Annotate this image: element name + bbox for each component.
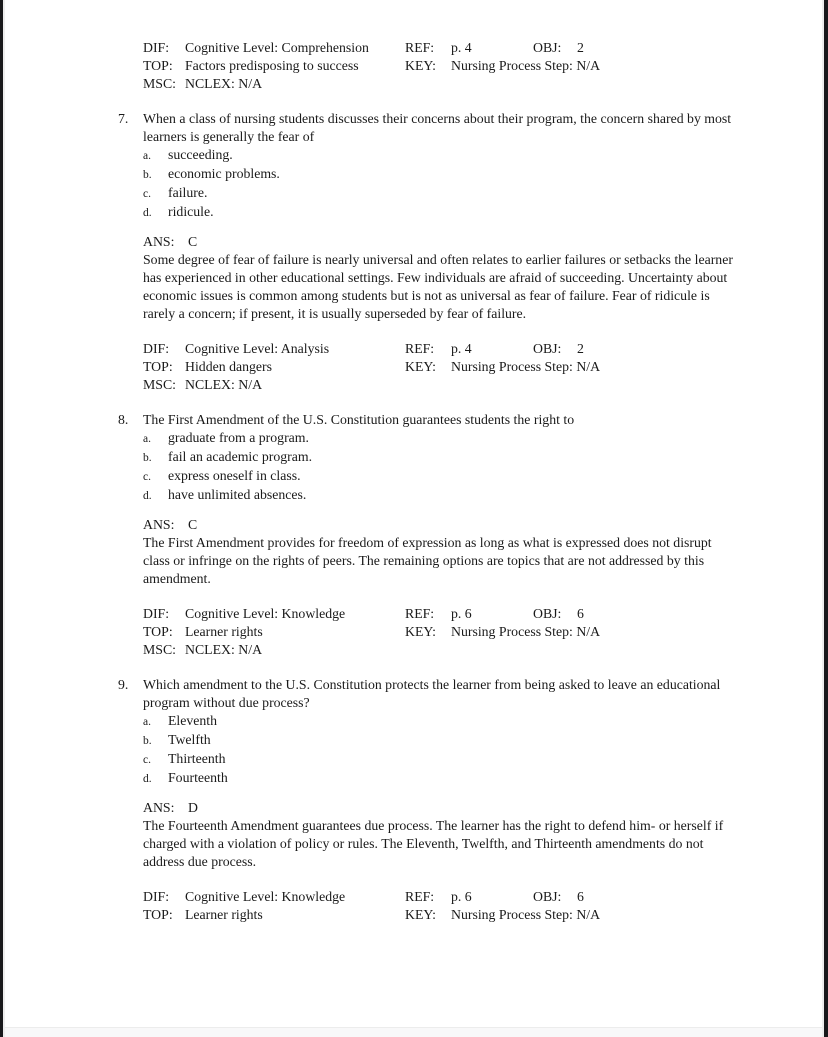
- key-label: KEY:: [405, 58, 436, 73]
- metadata-row: [143, 906, 762, 924]
- obj-label: OBJ:: [533, 889, 562, 904]
- answer-label: ANS:: [143, 800, 175, 815]
- options-list: [143, 429, 762, 505]
- metadata-row: [143, 376, 762, 394]
- ref-value: p. 4: [451, 341, 472, 356]
- msc-value: NCLEX: N/A: [185, 642, 263, 657]
- option-text: succeeding.: [168, 147, 233, 162]
- dif-label: DIF:: [143, 40, 170, 55]
- metadata-row: [143, 57, 762, 75]
- answer-line: [143, 516, 762, 534]
- metadata-row: [143, 605, 762, 623]
- answer-rationale: The First Amendment provides for freedom of expression as long as what is expressed does not disrupt class or infringe on the rights of peers. The remaining options are topics that are not addressed by this amendment.: [143, 535, 712, 586]
- ref-value: p. 6: [451, 889, 472, 904]
- dif-label: DIF:: [143, 889, 170, 904]
- answer-line: [143, 233, 762, 251]
- option-text: failure.: [168, 185, 208, 200]
- ref-label: REF:: [405, 40, 435, 55]
- option-letter: b.: [143, 169, 152, 181]
- ref-value: p. 4: [451, 40, 472, 55]
- question-metadata-block: [143, 888, 762, 924]
- question-stem: [118, 676, 762, 712]
- option-text: economic problems.: [168, 166, 280, 181]
- ref-label: REF:: [405, 341, 435, 356]
- option-letter: a.: [143, 716, 151, 728]
- answer-rationale: The Fourteenth Amendment guarantees due process. The learner has the right to defend him- or herself if charged with a violation of policy or rules. The Eleventh, Twelfth, and Thirteenth amendments do not address due process.: [143, 818, 724, 869]
- obj-value: 6: [577, 889, 584, 904]
- obj-label: OBJ:: [533, 341, 562, 356]
- option-text: Thirteenth: [168, 751, 226, 766]
- dif-value: Cognitive Level: Analysis: [185, 341, 330, 356]
- key-label: KEY:: [405, 624, 436, 639]
- option-b: [143, 731, 762, 750]
- key-value: Nursing Process Step: N/A: [451, 58, 601, 73]
- key-label: KEY:: [405, 907, 436, 922]
- option-b: [143, 448, 762, 467]
- answer-7: [143, 233, 762, 323]
- viewer-right-edge: [822, 0, 828, 1037]
- msc-label: MSC:: [143, 76, 176, 91]
- question-9: [118, 676, 762, 788]
- option-letter: a.: [143, 150, 151, 162]
- dif-label: DIF:: [143, 606, 170, 621]
- answer-8: [143, 516, 762, 588]
- option-a: [143, 712, 762, 731]
- answer-rationale: Some degree of fear of failure is nearly universal and often relates to earlier failures or setbacks the learner has experienced in other educational settings. Few individuals are afraid of succeeding. Uncertainty about economic issues is common among students but is not as universal as fear of failure. Fear of ridicule is rarely a concern; if present, it is usually superseded by fear of failure.: [143, 252, 733, 321]
- option-d: [143, 486, 762, 505]
- option-c: [143, 750, 762, 769]
- answer-letter: C: [188, 517, 198, 532]
- question-8: [118, 411, 762, 505]
- obj-value: 2: [577, 341, 584, 356]
- top-label: TOP:: [143, 359, 173, 374]
- msc-label: MSC:: [143, 642, 176, 657]
- top-value: Learner rights: [185, 907, 263, 922]
- ref-label: REF:: [405, 889, 435, 904]
- options-list: [143, 712, 762, 788]
- question-number: 9.: [118, 677, 129, 692]
- option-text: ridicule.: [168, 204, 214, 219]
- option-c: [143, 184, 762, 203]
- key-value: Nursing Process Step: N/A: [451, 624, 601, 639]
- option-letter: c.: [143, 188, 151, 200]
- key-label: KEY:: [405, 359, 436, 374]
- dif-value: Cognitive Level: Knowledge: [185, 606, 346, 621]
- option-text: fail an academic program.: [168, 449, 313, 464]
- answer-letter: C: [188, 234, 198, 249]
- question-stem: [118, 110, 762, 146]
- metadata-row: [143, 623, 762, 641]
- metadata-row: [143, 39, 762, 57]
- question-stem: [118, 411, 762, 429]
- option-a: [143, 146, 762, 165]
- answer-line: [143, 799, 762, 817]
- option-text: express oneself in class.: [168, 468, 301, 483]
- msc-label: MSC:: [143, 377, 176, 392]
- option-letter: b.: [143, 452, 152, 464]
- option-text: Eleventh: [168, 713, 218, 728]
- top-value: Hidden dangers: [185, 359, 272, 374]
- option-text: have unlimited absences.: [168, 487, 307, 502]
- option-letter: d.: [143, 773, 152, 785]
- dif-value: Cognitive Level: Comprehension: [185, 40, 369, 55]
- question-number: 8.: [118, 412, 129, 427]
- option-c: [143, 467, 762, 486]
- dif-value: Cognitive Level: Knowledge: [185, 889, 346, 904]
- option-letter: d.: [143, 207, 152, 219]
- option-text: Twelfth: [168, 732, 211, 747]
- option-b: [143, 165, 762, 184]
- answer-label: ANS:: [143, 517, 175, 532]
- option-text: Fourteenth: [168, 770, 228, 785]
- option-letter: c.: [143, 754, 151, 766]
- top-label: TOP:: [143, 907, 173, 922]
- option-d: [143, 203, 762, 222]
- viewer-left-edge: [0, 0, 5, 1037]
- answer-letter: D: [188, 800, 198, 815]
- metadata-row: [143, 888, 762, 906]
- metadata-row: [143, 340, 762, 358]
- key-value: Nursing Process Step: N/A: [451, 907, 601, 922]
- top-label: TOP:: [143, 624, 173, 639]
- dif-label: DIF:: [143, 341, 170, 356]
- option-letter: a.: [143, 433, 151, 445]
- answer-9: [143, 799, 762, 871]
- key-value: Nursing Process Step: N/A: [451, 359, 601, 374]
- obj-label: OBJ:: [533, 40, 562, 55]
- msc-value: NCLEX: N/A: [185, 377, 263, 392]
- option-letter: b.: [143, 735, 152, 747]
- top-label: TOP:: [143, 58, 173, 73]
- ref-label: REF:: [405, 606, 435, 621]
- question-text: When a class of nursing students discusses their concerns about their program, the concern shared by most learners is generally the fear of: [143, 111, 732, 144]
- top-value: Factors predisposing to success: [185, 58, 359, 73]
- question-number: 7.: [118, 111, 129, 126]
- options-list: [143, 146, 762, 222]
- option-letter: d.: [143, 490, 152, 502]
- question-metadata-block: [143, 340, 762, 394]
- question-text: Which amendment to the U.S. Constitution protects the learner from being asked to leave an educational program without due process?: [143, 677, 721, 710]
- option-letter: c.: [143, 471, 151, 483]
- question-text: The First Amendment of the U.S. Constitution guarantees students the right to: [143, 412, 575, 427]
- obj-label: OBJ:: [533, 606, 562, 621]
- question-metadata-block: [143, 605, 762, 659]
- question-7: [118, 110, 762, 222]
- metadata-row: [143, 641, 762, 659]
- top-value: Learner rights: [185, 624, 263, 639]
- metadata-row: [143, 75, 762, 93]
- obj-value: 6: [577, 606, 584, 621]
- obj-value: 2: [577, 40, 584, 55]
- msc-value: NCLEX: N/A: [185, 76, 263, 91]
- page-bottom-gap: [5, 1027, 822, 1037]
- option-text: graduate from a program.: [168, 430, 309, 445]
- option-a: [143, 429, 762, 448]
- ref-value: p. 6: [451, 606, 472, 621]
- question-metadata-block: [143, 39, 762, 93]
- option-d: [143, 769, 762, 788]
- answer-label: ANS:: [143, 234, 175, 249]
- metadata-row: [143, 358, 762, 376]
- document-page: [5, 0, 822, 1027]
